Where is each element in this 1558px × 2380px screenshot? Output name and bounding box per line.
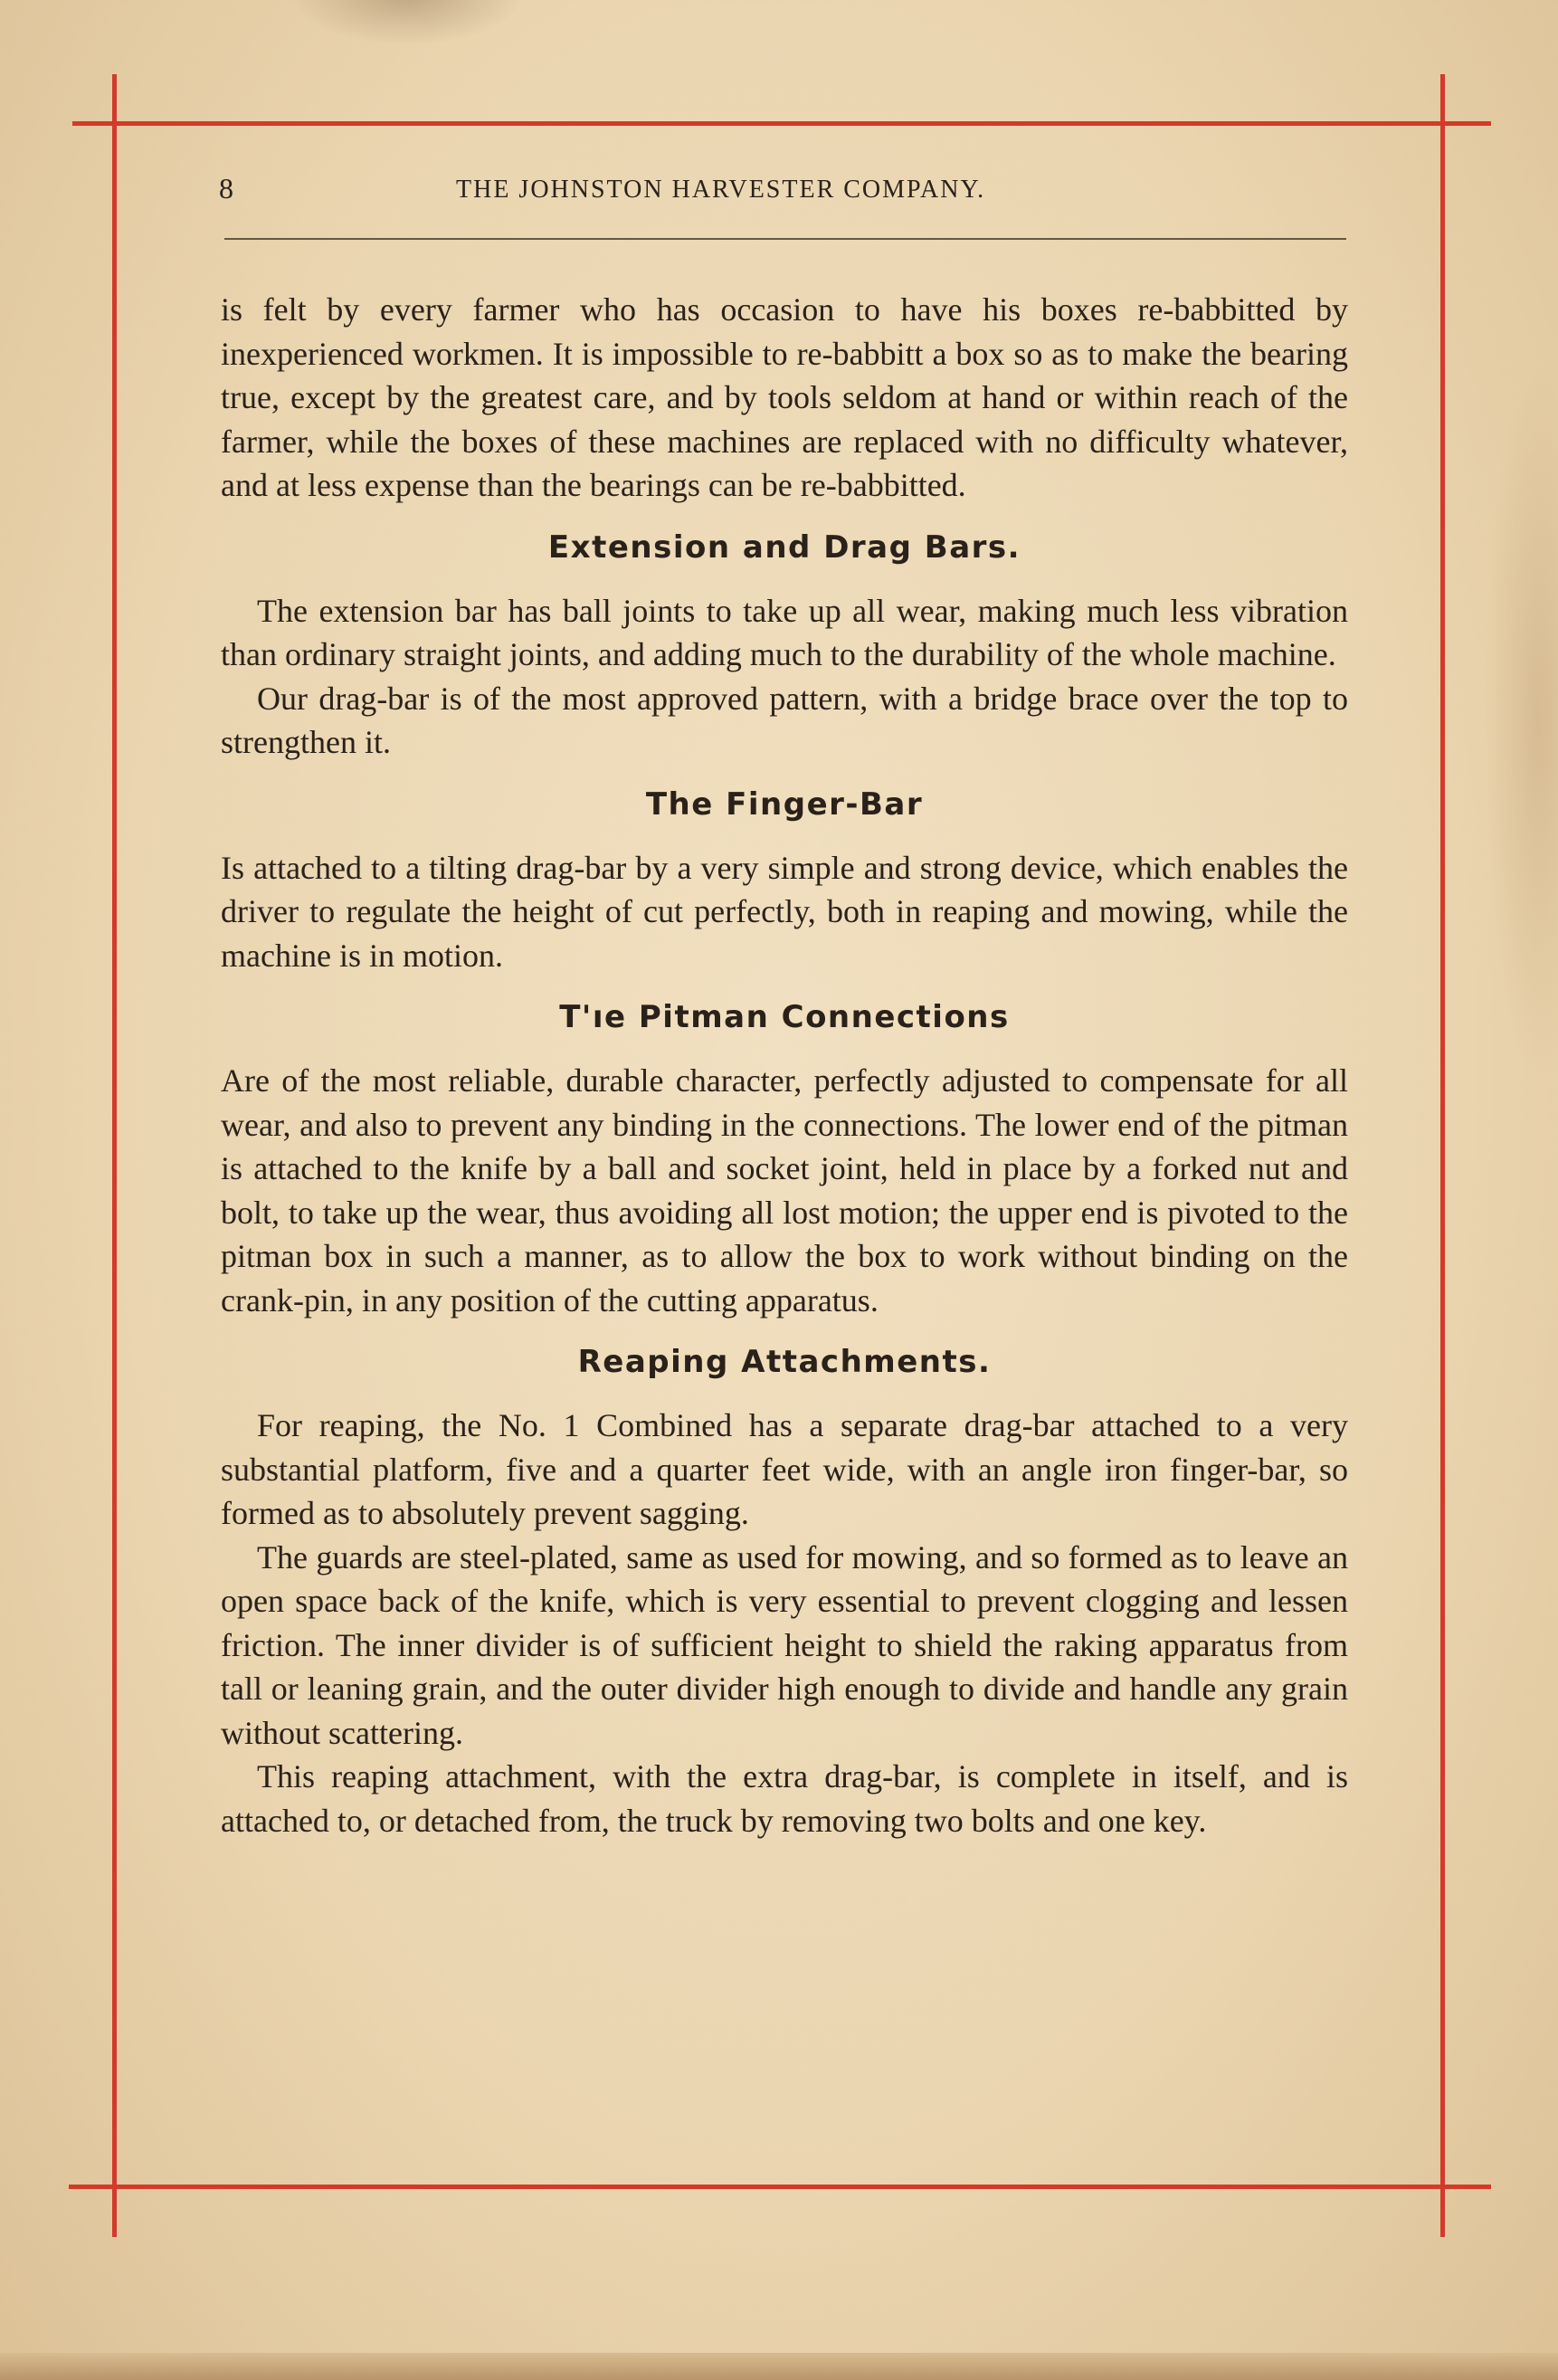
running-title: THE JOHNSTON HARVESTER COMPANY. — [456, 176, 986, 204]
paper-stain — [290, 0, 525, 45]
page-edge — [0, 2353, 1558, 2380]
page-body — [221, 288, 1348, 1842]
paragraph: Our drag-bar is of the most approved pattern, with a bridge brace over the top to strengthen it. — [221, 680, 1348, 760]
section-heading-reaping-attachments: Reaping Attachments. — [577, 1344, 992, 1380]
border-rule-top — [72, 121, 1491, 126]
paragraph: Is attached to a tilting drag-bar by a very simple and strong device, which enables the driver to regulate the height of cut perfectly, both in reaping and mowing, while the machine is in motion. — [221, 849, 1348, 974]
page-number: 8 — [219, 172, 234, 205]
section-heading-pitman-connections: T'ıe Pitman Connections — [559, 999, 1010, 1035]
border-rule-left — [112, 74, 117, 2237]
paragraph: The extension bar has ball joints to take up all wear, making much less vibration than ordinary straight joints, and adding much to the durability of the whole machine. — [221, 592, 1348, 672]
paragraph: For reaping, the No. 1 Combined has a separate drag-bar attached to a very substantial platform, five and a quarter feet wide, with an angle iron finger-bar, so formed as to absolutely prevent sagging. — [221, 1407, 1348, 1531]
section-heading-finger-bar: The Finger-Bar — [645, 785, 924, 823]
paragraph: Are of the most reliable, durable character, perfectly adjusted to compensate for all wear, and also to prevent any binding in the connections. The lower end of the pitman is attached to the knife by a ball and socket joint, held in place by a forked nut and bolt, to take up the wear, thus avoiding all lost motion; the upper end is pivoted to the pitman box in such a manner, as to allow the box to work without binding on the crank-pin, in any position of the cutting apparatus. — [221, 1062, 1348, 1319]
running-header — [219, 172, 1350, 217]
paper-stain — [1484, 362, 1558, 1086]
section-heading-extension-drag-bars: Extension and Drag Bars. — [547, 528, 1021, 566]
border-rule-bottom — [69, 2185, 1491, 2189]
intro-paragraph: is felt by every farmer who has occasion to have his boxes re-babbitted by inexperienced workmen. It is impossible to re-babbitt a box so as to make the bearing true, except by the greatest care, and by tools seldom at hand or within reach of the farmer, while the boxes of these machines are replaced with no difficulty whatever, and at less expense than the bearings can be re-babbitted. — [221, 291, 1348, 503]
paragraph: This reaping attachment, with the extra drag-bar, is complete in itself, and is attached to, or detached from, the truck by removing two bolts and one key. — [221, 1758, 1348, 1839]
paragraph: The guards are steel-plated, same as used for mowing, and so formed as to leave an open space back of the knife, which is very essential to prevent clogging and lessen friction. The inner divider is of sufficient height to shield the raking apparatus from tall or leaning grain, and the outer divider high enough to divide and handle any grain without scattering. — [221, 1538, 1348, 1751]
header-rule — [224, 238, 1346, 240]
border-rule-right — [1440, 74, 1445, 2237]
